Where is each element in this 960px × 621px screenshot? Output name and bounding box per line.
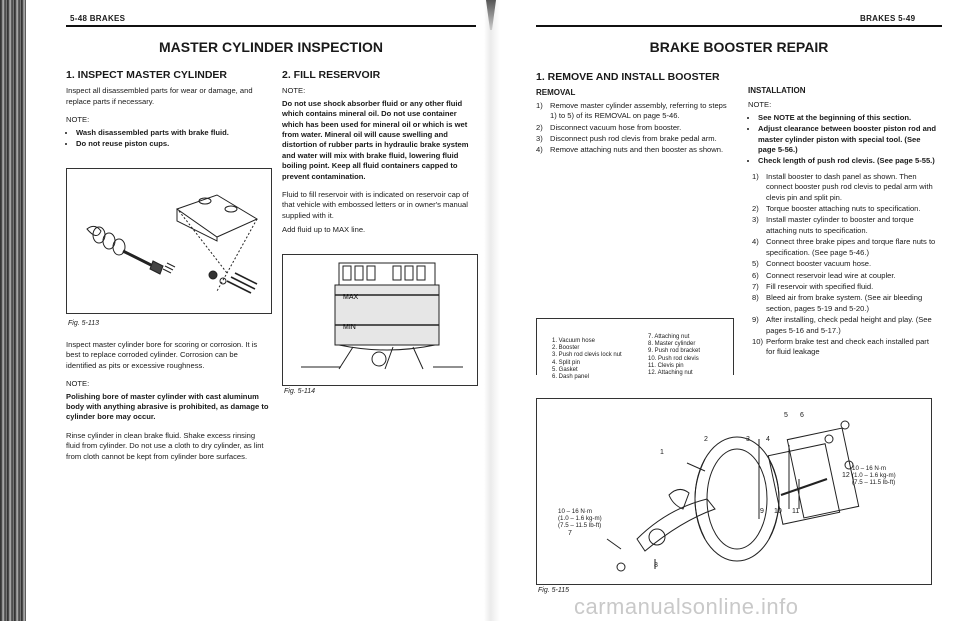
installation-notes: [748, 113, 938, 167]
step-number: 6): [752, 270, 759, 280]
step-text: Remove attaching nuts and then booster as shown.: [550, 145, 724, 155]
install-step: [752, 282, 938, 292]
installation-note-label: NOTE:: [748, 100, 772, 110]
washer-part: [220, 278, 226, 284]
step-number: 7): [752, 281, 759, 291]
inspect-note-list: [66, 128, 270, 150]
legend-item: 2. Booster: [552, 345, 580, 352]
step-number: 8): [752, 293, 759, 303]
max-label: MAX: [343, 294, 359, 301]
legend-item: 1. Vacuum hose: [552, 338, 595, 344]
step-number: 1): [536, 100, 543, 110]
torque-spec-right: [852, 465, 896, 487]
min-label: MIN: [343, 324, 356, 331]
torque-value: (1.0 – 1.6 kg-m): [558, 515, 602, 523]
inspect-column-lower: [66, 340, 270, 466]
installation-column: [748, 86, 938, 359]
removal-step: [536, 145, 732, 155]
fill-max-text: Add fluid up to MAX line.: [282, 225, 366, 235]
reservoir-illustration: [283, 255, 477, 385]
legend-item: 7. Attaching nut: [648, 334, 690, 340]
callout-12: 12: [842, 472, 850, 479]
inspect-intro: Inspect all disassembled parts for wear or damage, and replace parts if necessary.: [66, 86, 253, 106]
inspect-note-label: NOTE:: [66, 115, 90, 125]
legend-item: 9. Push rod bracket: [648, 348, 701, 355]
removal-column: [536, 72, 732, 157]
booster-rib: [695, 459, 705, 539]
booster-inner-ring: [707, 449, 767, 549]
push-rod: [781, 479, 827, 495]
master-cylinder-body: [637, 499, 715, 551]
fig-114-caption: Fig. 5-114: [284, 388, 315, 395]
fill-column: [282, 70, 476, 240]
spring-seat-part: [150, 261, 163, 274]
callout-11: 11: [792, 508, 800, 515]
inspect-note-item: • Do not reuse piston cups.: [76, 139, 270, 149]
legend-item: 5. Gasket: [552, 366, 578, 373]
inspect-heading: 1. INSPECT MASTER CYLINDER: [66, 69, 228, 81]
removal-steps: [536, 101, 732, 156]
inspect-column: [66, 70, 270, 150]
callout-2: 2: [704, 436, 708, 443]
attaching-nut: [825, 435, 833, 443]
removal-step: [536, 101, 732, 122]
removal-step: [536, 134, 732, 144]
step-text: Connect reservoir lead wire at coupler.: [766, 270, 896, 280]
fill-note-text: Do not use shock absorber fluid or any other fluid which contains mineral oil. Do not use container which has been used for mineral oil or which is wet from water. Mineral oil will cause swelling and distortion of rubber parts in hydraulic brake system and water will mix with brake fluid, lowering fluid boiling point. Keep all fluid containers capped to prevent contamination.: [282, 98, 469, 181]
legend-item: 4. Split pin: [552, 359, 581, 366]
booster-exploded-illustration: [537, 399, 931, 584]
attaching-nut: [841, 421, 849, 429]
torque-spec-left: [558, 508, 602, 530]
figure-5-114: [282, 254, 478, 386]
right-header-rule: [536, 25, 942, 27]
callout-3: 3: [746, 436, 750, 443]
step-number: 3): [536, 134, 543, 144]
step-text: Install master cylinder to booster and torque attaching nuts to specification.: [766, 215, 914, 235]
step-number: 5): [752, 259, 759, 269]
legend-item: 12. Attaching nut: [648, 370, 693, 377]
reservoir-port-part: [225, 206, 237, 212]
install-step: [752, 315, 938, 336]
fill-note-label: NOTE:: [282, 86, 306, 96]
step-text: Perform brake test and check each installed part for fluid leakage: [766, 336, 929, 357]
fill-fluid-text: Fluid to fill reservoir with is indicated on reservoir cap of that vehicle with embossed letters or in owner's manual supplied with it.: [282, 190, 469, 220]
install-step: [752, 215, 938, 236]
assembly-guide-line: [179, 211, 227, 273]
legend-item: 10. Push rod clevis: [648, 355, 699, 362]
step-text: Connect booster vacuum hose.: [766, 259, 872, 269]
step-text: Remove master cylinder assembly, referring to steps 1) to 5) of its REMOVAL on page 5-46.: [550, 100, 727, 121]
fig-113-caption: Fig. 5-113: [68, 320, 99, 327]
legend-item: 6. Dash panel: [552, 374, 590, 381]
left-page-header: 5-48 BRAKES: [70, 14, 126, 23]
step-text: Install booster to dash panel as shown. Then connect booster push rod clevis to pedal arm with clevis pin and split pin.: [766, 171, 933, 202]
install-step: [752, 172, 938, 203]
fill-heading: 2. FILL RESERVOIR: [282, 69, 381, 81]
install-step: [752, 259, 938, 269]
step-text: After installing, check pedal height and play. (See pages 5-16 and 5-17.): [766, 315, 932, 335]
rinse-text: Rinse cylinder in clean brake fluid. Shake excess rinsing fluid from cylinder. Do not use a cloth to dry cylinder, as lint from cloth cannot be kept from cylinder bore surfaces.: [66, 430, 264, 461]
removal-step: [536, 123, 732, 133]
leader-line: [607, 539, 621, 549]
page-spine: [484, 0, 500, 621]
book-binding: [0, 0, 26, 621]
callout-1: 1: [660, 449, 664, 456]
installation-note: • Check length of push rod clevis. (See page 5-55.): [758, 156, 938, 166]
step-number: 4): [752, 237, 759, 247]
step-number: 3): [752, 215, 759, 225]
polish-note-text: Polishing bore of master cylinder with cast aluminum body with anything abrasive is prohibited, as damage to cylinder bore may occur.: [66, 391, 269, 422]
callout-6: 6: [800, 412, 804, 419]
polish-note-label: NOTE:: [66, 379, 90, 389]
callout-8: 8: [654, 562, 658, 569]
figure-5-113: [66, 168, 272, 314]
step-text: Connect three brake pipes and torque flare nuts to specification. (See page 5-46.): [766, 237, 936, 257]
legend-item: 3. Push rod clevis lock nut: [552, 352, 622, 359]
installation-note: • See NOTE at the beginning of this section.: [758, 113, 938, 123]
install-step: [752, 293, 938, 314]
step-text: Torque booster attaching nuts to specification.: [766, 204, 921, 214]
callout-4: 4: [766, 436, 770, 443]
step-text: Fill reservoir with specified fluid.: [766, 281, 874, 291]
install-step: [752, 237, 938, 258]
inspect-note-item: • Wash disassembled parts with brake fluid.: [76, 128, 270, 138]
install-step: [752, 204, 938, 214]
installation-steps: [748, 172, 938, 358]
return-spring-part: [227, 273, 257, 293]
spine-notch: [486, 0, 496, 30]
cap-ribs: [343, 266, 425, 280]
left-header-rule: [66, 25, 476, 27]
watermark-text: carmanualsonline.info: [574, 594, 799, 619]
legend-item: 11. Clevis pin: [648, 362, 684, 369]
right-page-header: BRAKES 5-49: [860, 14, 916, 23]
installation-label: INSTALLATION: [748, 86, 806, 95]
step-number: 9): [752, 315, 759, 325]
torque-value: (1.0 – 1.6 kg-m): [852, 472, 896, 480]
install-step: [752, 271, 938, 281]
step-number: 2): [752, 204, 759, 214]
installation-note: • Adjust clearance between booster piston rod and master cylinder piston with special tool. (See page 5-56.): [758, 124, 938, 155]
step-text: Bleed air from brake system. (See air bleeding section, pages 5-19 and 5-20.): [766, 293, 923, 313]
reservoir-outlet: [372, 352, 386, 366]
step-number: 4): [536, 145, 543, 155]
torque-value: (7.5 – 11.5 lb-ft): [558, 522, 602, 530]
step-number: 1): [752, 171, 759, 181]
left-page-title: MASTER CYLINDER INSPECTION: [158, 39, 383, 55]
torque-value: 10 – 16 N·m: [558, 508, 593, 515]
step-number: 2): [536, 122, 543, 132]
piston-rod-part: [123, 251, 155, 267]
torque-value: (7.5 – 11.5 lb-ft): [852, 479, 896, 487]
figure-5-115: [536, 398, 932, 585]
legend-item: 8. Master cylinder: [648, 341, 696, 348]
removal-label: REMOVAL: [536, 88, 576, 98]
torque-value: 10 – 16 N·m: [852, 465, 887, 472]
fig-115-caption: Fig. 5-115: [538, 587, 569, 594]
booster-heading: 1. REMOVE AND INSTALL BOOSTER: [536, 71, 720, 83]
callout-9: 9: [760, 508, 764, 515]
bore-inspection-text: Inspect master cylinder bore for scoring or corrosion. It is best to replace corroded cylinder. Corrosion can be identified as pits or excessive roughness.: [66, 340, 258, 370]
cylinder-body-part: [177, 195, 257, 237]
step-text: Disconnect vacuum hose from booster.: [550, 122, 682, 132]
callout-5: 5: [784, 412, 788, 419]
right-page-title: BRAKE BOOSTER REPAIR: [649, 39, 829, 55]
reservoir-bottom: [339, 345, 435, 350]
step-text: Disconnect push rod clevis from brake pedal arm.: [550, 134, 717, 144]
spring-part: [163, 263, 175, 273]
master-cylinder-exploded-illustration: [67, 169, 271, 313]
step-number: 10): [752, 336, 763, 346]
attaching-nut: [617, 563, 625, 571]
booster-legend-left: [552, 338, 622, 381]
callout-10: 10: [774, 508, 782, 515]
callout-7: 7: [568, 530, 572, 537]
booster-legend-right: [648, 334, 700, 377]
piston-part: [209, 271, 217, 279]
install-step: [752, 337, 938, 358]
